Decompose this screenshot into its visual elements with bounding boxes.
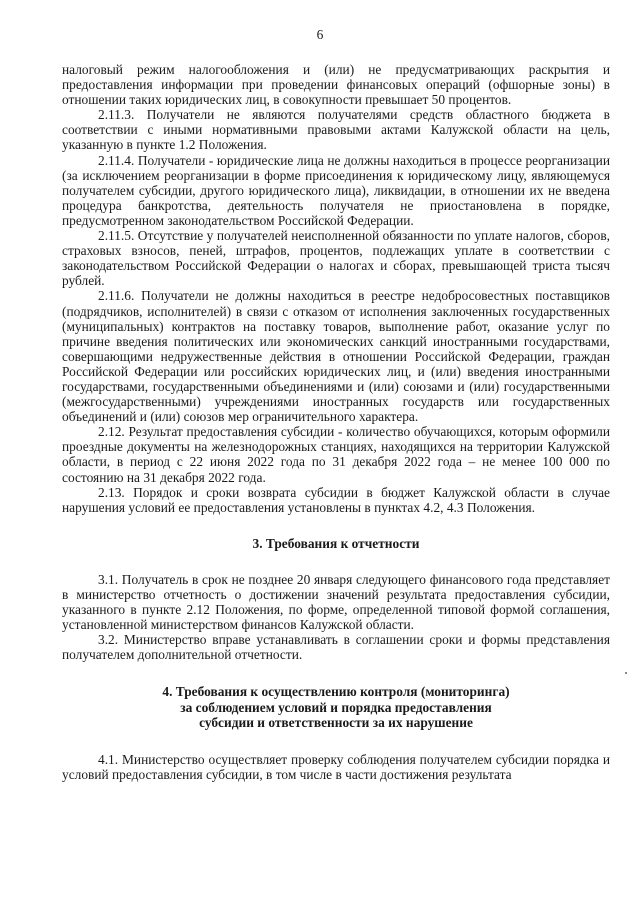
scan-speck xyxy=(625,672,627,674)
paragraph-2-11-6: 2.11.6. Получатели не должны находиться в реестре недобросовестных поставщиков (подрядчиков, исполнителей) в связи с отказом от исполнения заключенных государственных (муниципальных) контрактов на поставку товаров, выполнение работ, оказание услуг по причине введения политических или экономических санкций иностранными государствами, совершающими недружественные действия в отношении Российской Федерации, граждан Российской Федерации или российских юридических лиц, и (или) введения иностранными государствами, государственными объединениями и (или) союзами и (или) государственными (межгосударственными) учреждениями иностранных государств или государственных объединений и (или) союзов мер ограничительного характера. xyxy=(62,288,610,425)
paragraph-2-13: 2.13. Порядок и сроки возврата субсидии в бюджет Калужской области в случае нарушения условий ее предоставления установлены в пунктах 4.2, 4.3 Положения. xyxy=(62,484,610,515)
section-4-heading-line: субсидии и ответственности за их нарушение xyxy=(199,714,473,730)
section-3-heading: 3. Требования к отчетности xyxy=(252,535,420,551)
paragraph-3-1: 3.1. Получатель в срок не позднее 20 января следующего финансового года представляет в министерство отчетность о достижении значений результата предоставления субсидии, указанного в пункте 2.12 Положения, по форме, определенной типовой формой соглашения, установленной министерством финансов Калужской области. xyxy=(62,571,610,633)
paragraph-2-11-3: 2.11.3. Получатели не являются получателями средств областного бюджета в соответствии с иными нормативными правовыми актами Калужской области на цель, указанную в пункте 1.2 Положения. xyxy=(62,107,610,153)
paragraph-offshore-continuation: налоговый режим налогообложения и (или) не предусматривающих раскрытия и предоставления информации при проведении финансовых операций (офшорные зоны) в отношении таких юридических лиц, в совокупности превышает 50 процентов. xyxy=(62,62,610,108)
document-body xyxy=(62,62,610,782)
section-4-heading-line: 4. Требования к осуществлению контроля (мониторинга) xyxy=(162,684,510,700)
section-4-heading xyxy=(62,684,610,729)
paragraph-2-11-4: 2.11.4. Получатели - юридические лица не должны находиться в процессе реорганизации (за исключением реорганизации в форме присоединения к юридическому лицу, являющемуся получателем субсидии, другого юридического лица), ликвидации, в отношении их не введена процедура банкротства, деятельность получателя не приостановлена в порядке, предусмотренном законодательством Российской Федерации. xyxy=(62,152,610,228)
paragraph-4-1: 4.1. Министерство осуществляет проверку соблюдения получателем субсидии порядка и условий предоставления субсидии, в том числе в части достижения результата xyxy=(62,751,610,782)
paragraph-2-12: 2.12. Результат предоставления субсидии - количество обучающихся, которым оформили проездные документы на железнодорожных станциях, находящихся на территории Калужской области, в период с 22 июня 2022 года по 31 декабря 2022 года – не менее 100 000 по состоянию на 31 декабря 2022 года. xyxy=(62,424,610,485)
section-4-heading-line: за соблюдением условий и порядка предоставления xyxy=(180,699,492,715)
page-number: 6 xyxy=(316,27,324,42)
paragraph-2-11-5: 2.11.5. Отсутствие у получателей неисполненной обязанности по уплате налогов, сборов, страховых взносов, пеней, штрафов, процентов, подлежащих уплате в соответствии с законодательством Российской Федерации о налогах и сборах, превышающей триста тысяч рублей. xyxy=(62,228,610,289)
paragraph-3-2: 3.2. Министерство вправе устанавливать в соглашении сроки и формы представления получателем дополнительной отчетности. xyxy=(62,632,610,663)
